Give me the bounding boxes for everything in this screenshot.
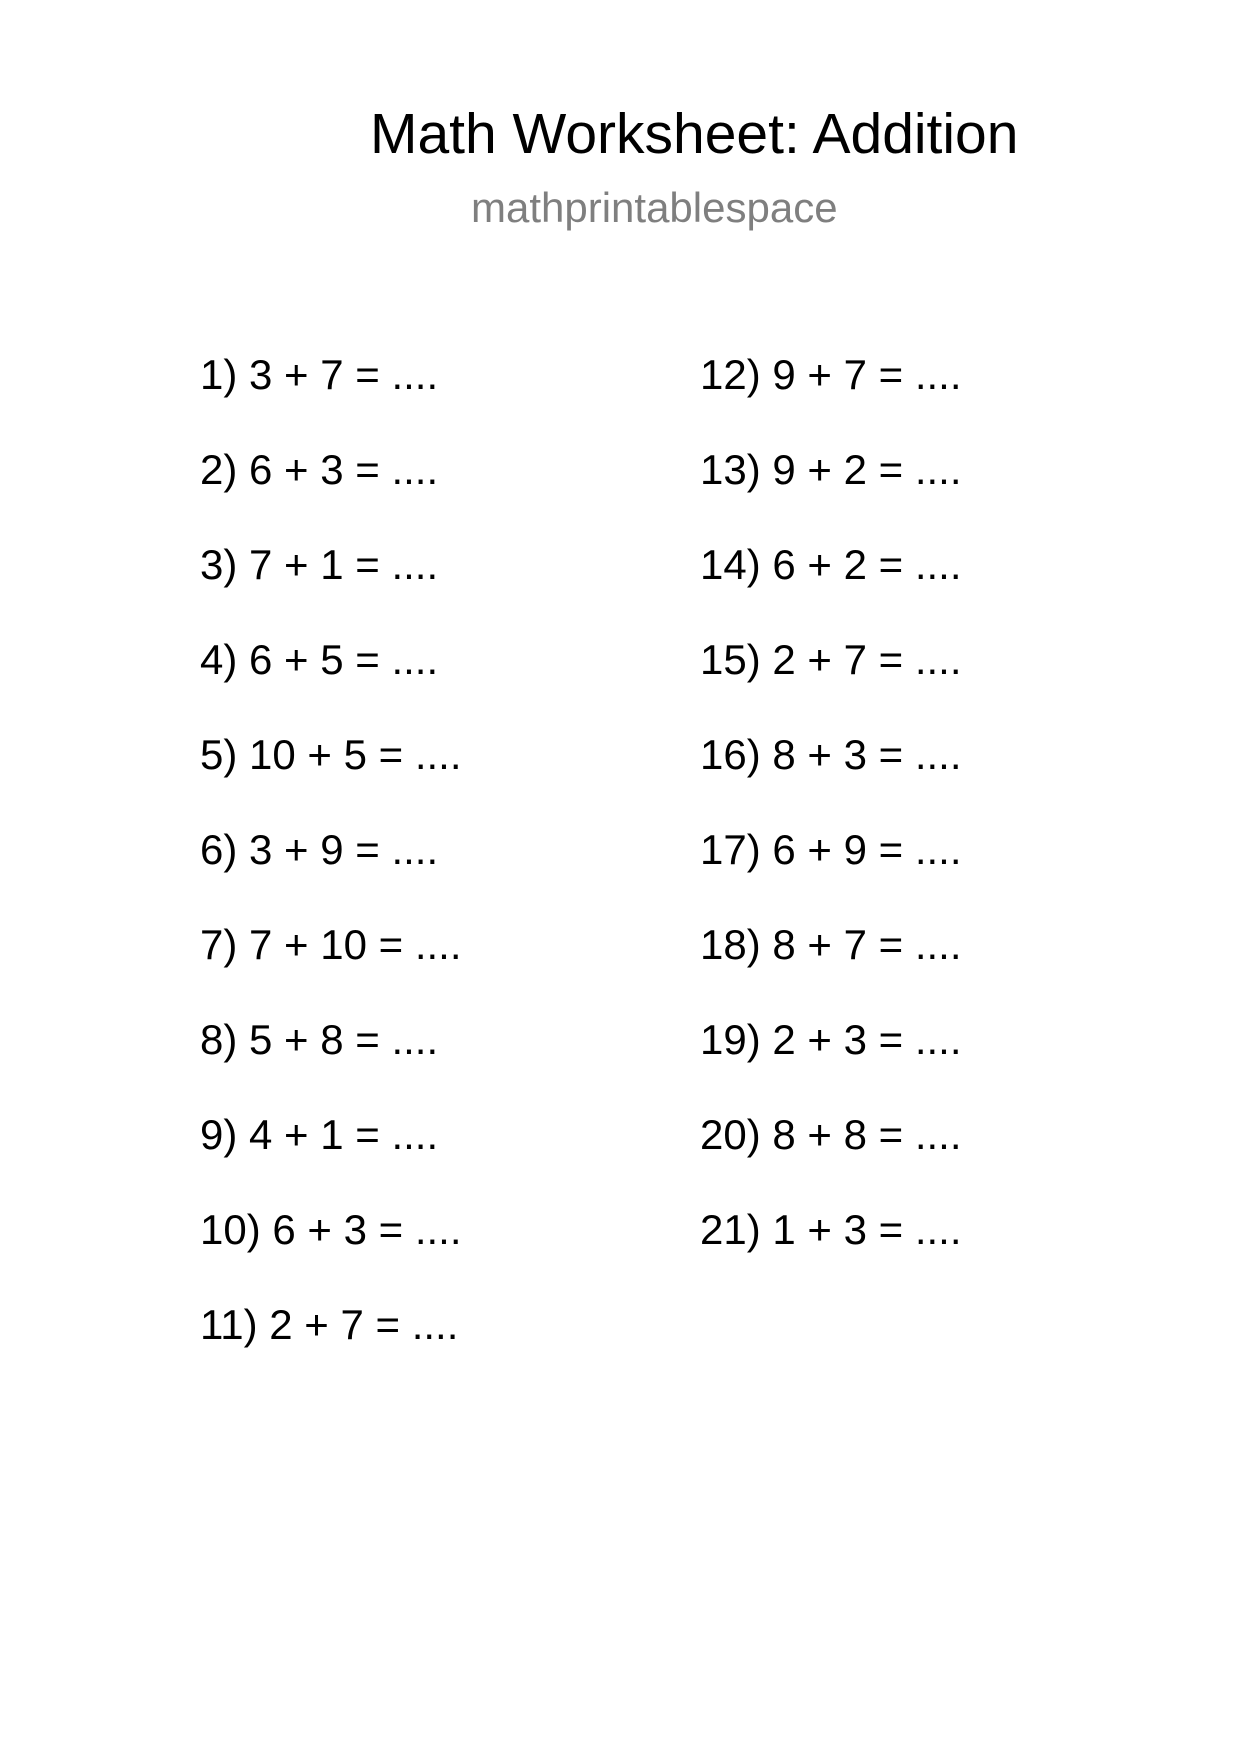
problem-item: 8) 5 + 8 = .... [200,1016,439,1063]
problem-item: 11) 2 + 7 = .... [200,1301,459,1348]
problem-column-left [200,345,462,1390]
problem-item: 18) 8 + 7 = .... [700,921,962,968]
problem-item: 17) 6 + 9 = .... [700,826,962,873]
problem-item: 10) 6 + 3 = .... [200,1206,462,1253]
problem-item: 15) 2 + 7 = .... [700,636,962,683]
problem-item: 3) 7 + 1 = .... [200,541,439,588]
problem-item: 21) 1 + 3 = .... [700,1206,962,1253]
problem-item: 12) 9 + 7 = .... [700,351,962,398]
page-title: Math Worksheet: Addition [370,102,1019,166]
source-label: mathprintablespace [471,184,838,231]
problem-item: 4) 6 + 5 = .... [200,636,439,683]
problem-item: 2) 6 + 3 = .... [200,446,439,493]
problem-item: 20) 8 + 8 = .... [700,1111,962,1158]
problem-item: 13) 9 + 2 = .... [700,446,962,493]
problem-item: 16) 8 + 3 = .... [700,731,962,778]
problem-item: 19) 2 + 3 = .... [700,1016,962,1063]
problem-item: 9) 4 + 1 = .... [200,1111,439,1158]
problem-item: 7) 7 + 10 = .... [200,921,462,968]
problem-column-right [700,345,962,1295]
problem-item: 5) 10 + 5 = .... [200,731,462,778]
problem-item: 1) 3 + 7 = .... [200,351,439,398]
problem-item: 6) 3 + 9 = .... [200,826,439,873]
problem-item: 14) 6 + 2 = .... [700,541,962,588]
